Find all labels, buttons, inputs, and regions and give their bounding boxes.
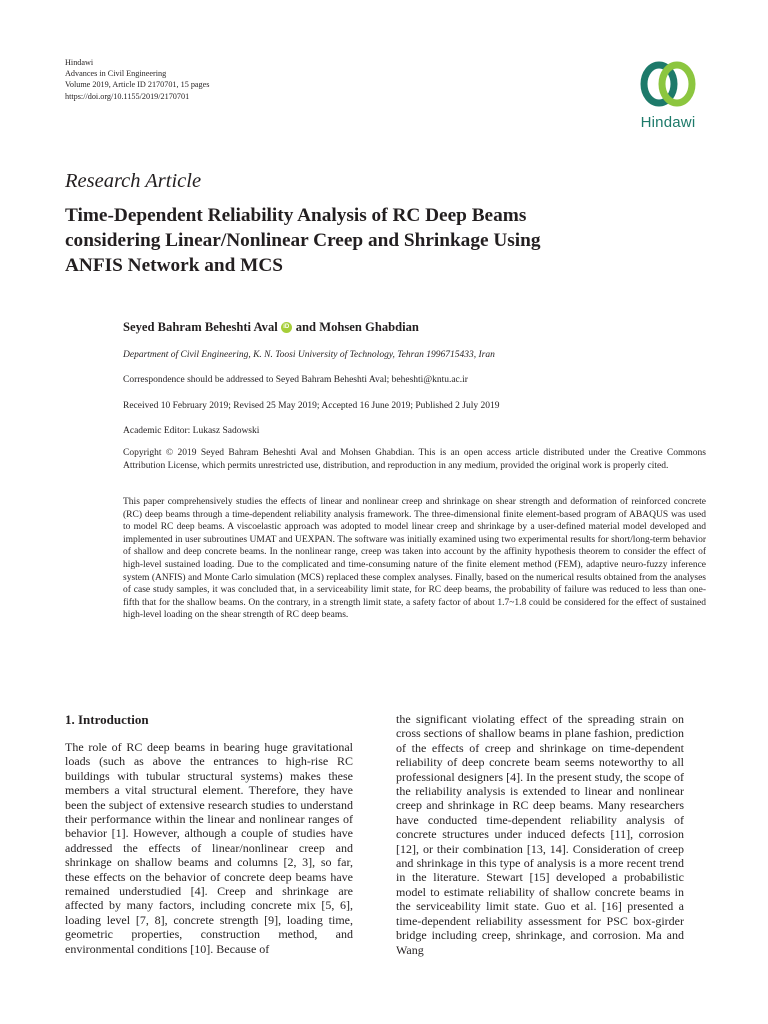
hindawi-logo-icon <box>640 58 696 110</box>
publisher-name: Hindawi <box>65 58 94 67</box>
body-paragraph: the significant violating effect of the spreading strain on cross sections of shallow beams in plane fashion, prediction of the effects of creep and shrinkage on time-dependent reliability of deep concrete beam seems noteworthy to all professional designers [4]. In the present study, the scope of the reliability analysis is extended to linear and nonlinear creep and shrinkage in RC deep beams. Many researchers have conducted time-dependent reliability analysis of concrete structures under induced defects [11], corrosion [12], or their combination [13, 14]. Consideration of creep and shrinkage in this type of analysis is a more recent trend in the literature. Stewart [15] developed a probabilistic model to estimate reliability of shallow concrete beams in the serviceability limit state. Guo et al. [16] presented a time-dependent reliability assessment for PSC box-girder bridge including creep, shrinkage, and corrosion. Ma and Wang <box>396 712 684 957</box>
copyright-notice: Copyright © 2019 Seyed Bahram Beheshti Aval and Mohsen Ghabdian. This is an open access article distributed under the Creative Commons Attribution License, which permits unrestricted use, distribution, and reproduction in any medium, provided the original work is properly cited. <box>123 448 706 471</box>
article-type: Research Article <box>65 170 202 192</box>
hindawi-logo-text: Hindawi <box>640 114 696 131</box>
academic-editor: Academic Editor: Lukasz Sadowski <box>123 426 260 436</box>
journal-meta <box>65 57 209 102</box>
article-title: Time-Dependent Reliability Analysis of RC Deep Beams considering Linear/Nonlinear Creep and Shrinkage Using ANFIS Network and MCS <box>65 205 541 276</box>
body-column-right <box>396 712 684 957</box>
orcid-icon[interactable]: iD <box>281 322 292 333</box>
journal-name: Advances in Civil Engineering <box>65 69 167 79</box>
publication-dates: Received 10 February 2019; Revised 25 May 2019; Accepted 16 June 2019; Published 2 July 2019 <box>123 401 500 411</box>
author-1[interactable]: Seyed Bahram Beheshti Aval <box>123 320 278 334</box>
section-heading-introduction: 1. Introduction <box>65 712 149 727</box>
abstract: This paper comprehensively studies the effects of linear and nonlinear creep and shrinkage on shear strength and deformation of reinforced concrete (RC) deep beams through a time-dependent reliability analysis framework. The three-dimensional finite element-based program of ABAQUS was used to model RC deep beams. A viscoelastic approach was adopted to model linear creep and shrinkage by a user-defined material model developed and implemented in user subroutines UMAT and UEXPAN. The software was initially examined using two experimental results for short/long-term behavior of shallow and deep concrete beams. In the nonlinear range, creep was taken into account by the affinity hypothesis theorem to consider the effect of high-level sustained loading. Due to the complicated and time-consuming nature of the finite element method (FEM), adaptive neuro-fuzzy inference system (ANFIS) and Monte Carlo simulation (MCS) replaced these complex analyses. Finally, based on the numerical results obtained from the analyses of case study samples, it was concluded that, in a serviceability limit state, for RC deep beams, the probability of failure was reduced to less than one-fifth that for the shallow beams. On the contrary, in a strength limit state, a safety factor of about 1.7~1.8 could be considered for the effect of sustained high-level loading on the shear strength of RC deep beams. <box>123 497 706 621</box>
hindawi-logo <box>628 58 708 136</box>
affiliation: Department of Civil Engineering, K. N. Toosi University of Technology, Tehran 1996715433, Iran <box>123 350 495 360</box>
authors <box>123 320 419 335</box>
correspondence: Correspondence should be addressed to Seyed Bahram Beheshti Aval; beheshti@kntu.ac.ir <box>123 375 468 385</box>
body-paragraph: The role of RC deep beams in bearing huge gravitational loads (such as above the entrances to high-rise RC buildings with tubular structural systems) makes these members a vital structural element. Therefore, they have been the subject of extensive research studies to understand their performance within the linear and nonlinear ranges of behavior [1]. However, although a couple of studies have addressed the effects of linear/nonlinear creep and shrinkage on shallow beams and columns [2, 3], so far, these effects on the behavior of concrete deep beams have remained understudied [4]. Creep and shrinkage are affected by many factors, including concrete mix [5, 6], loading level [7, 8], concrete strength [9], loading time, geometric properties, construction method, and environmental conditions [10]. Because of <box>65 740 353 956</box>
volume-info: Volume 2019, Article ID 2170701, 15 pages <box>65 80 210 90</box>
author-2[interactable]: and Mohsen Ghabdian <box>295 320 419 334</box>
doi-link[interactable]: https://doi.org/10.1155/2019/2170701 <box>65 91 190 101</box>
body-column-left <box>65 712 353 956</box>
